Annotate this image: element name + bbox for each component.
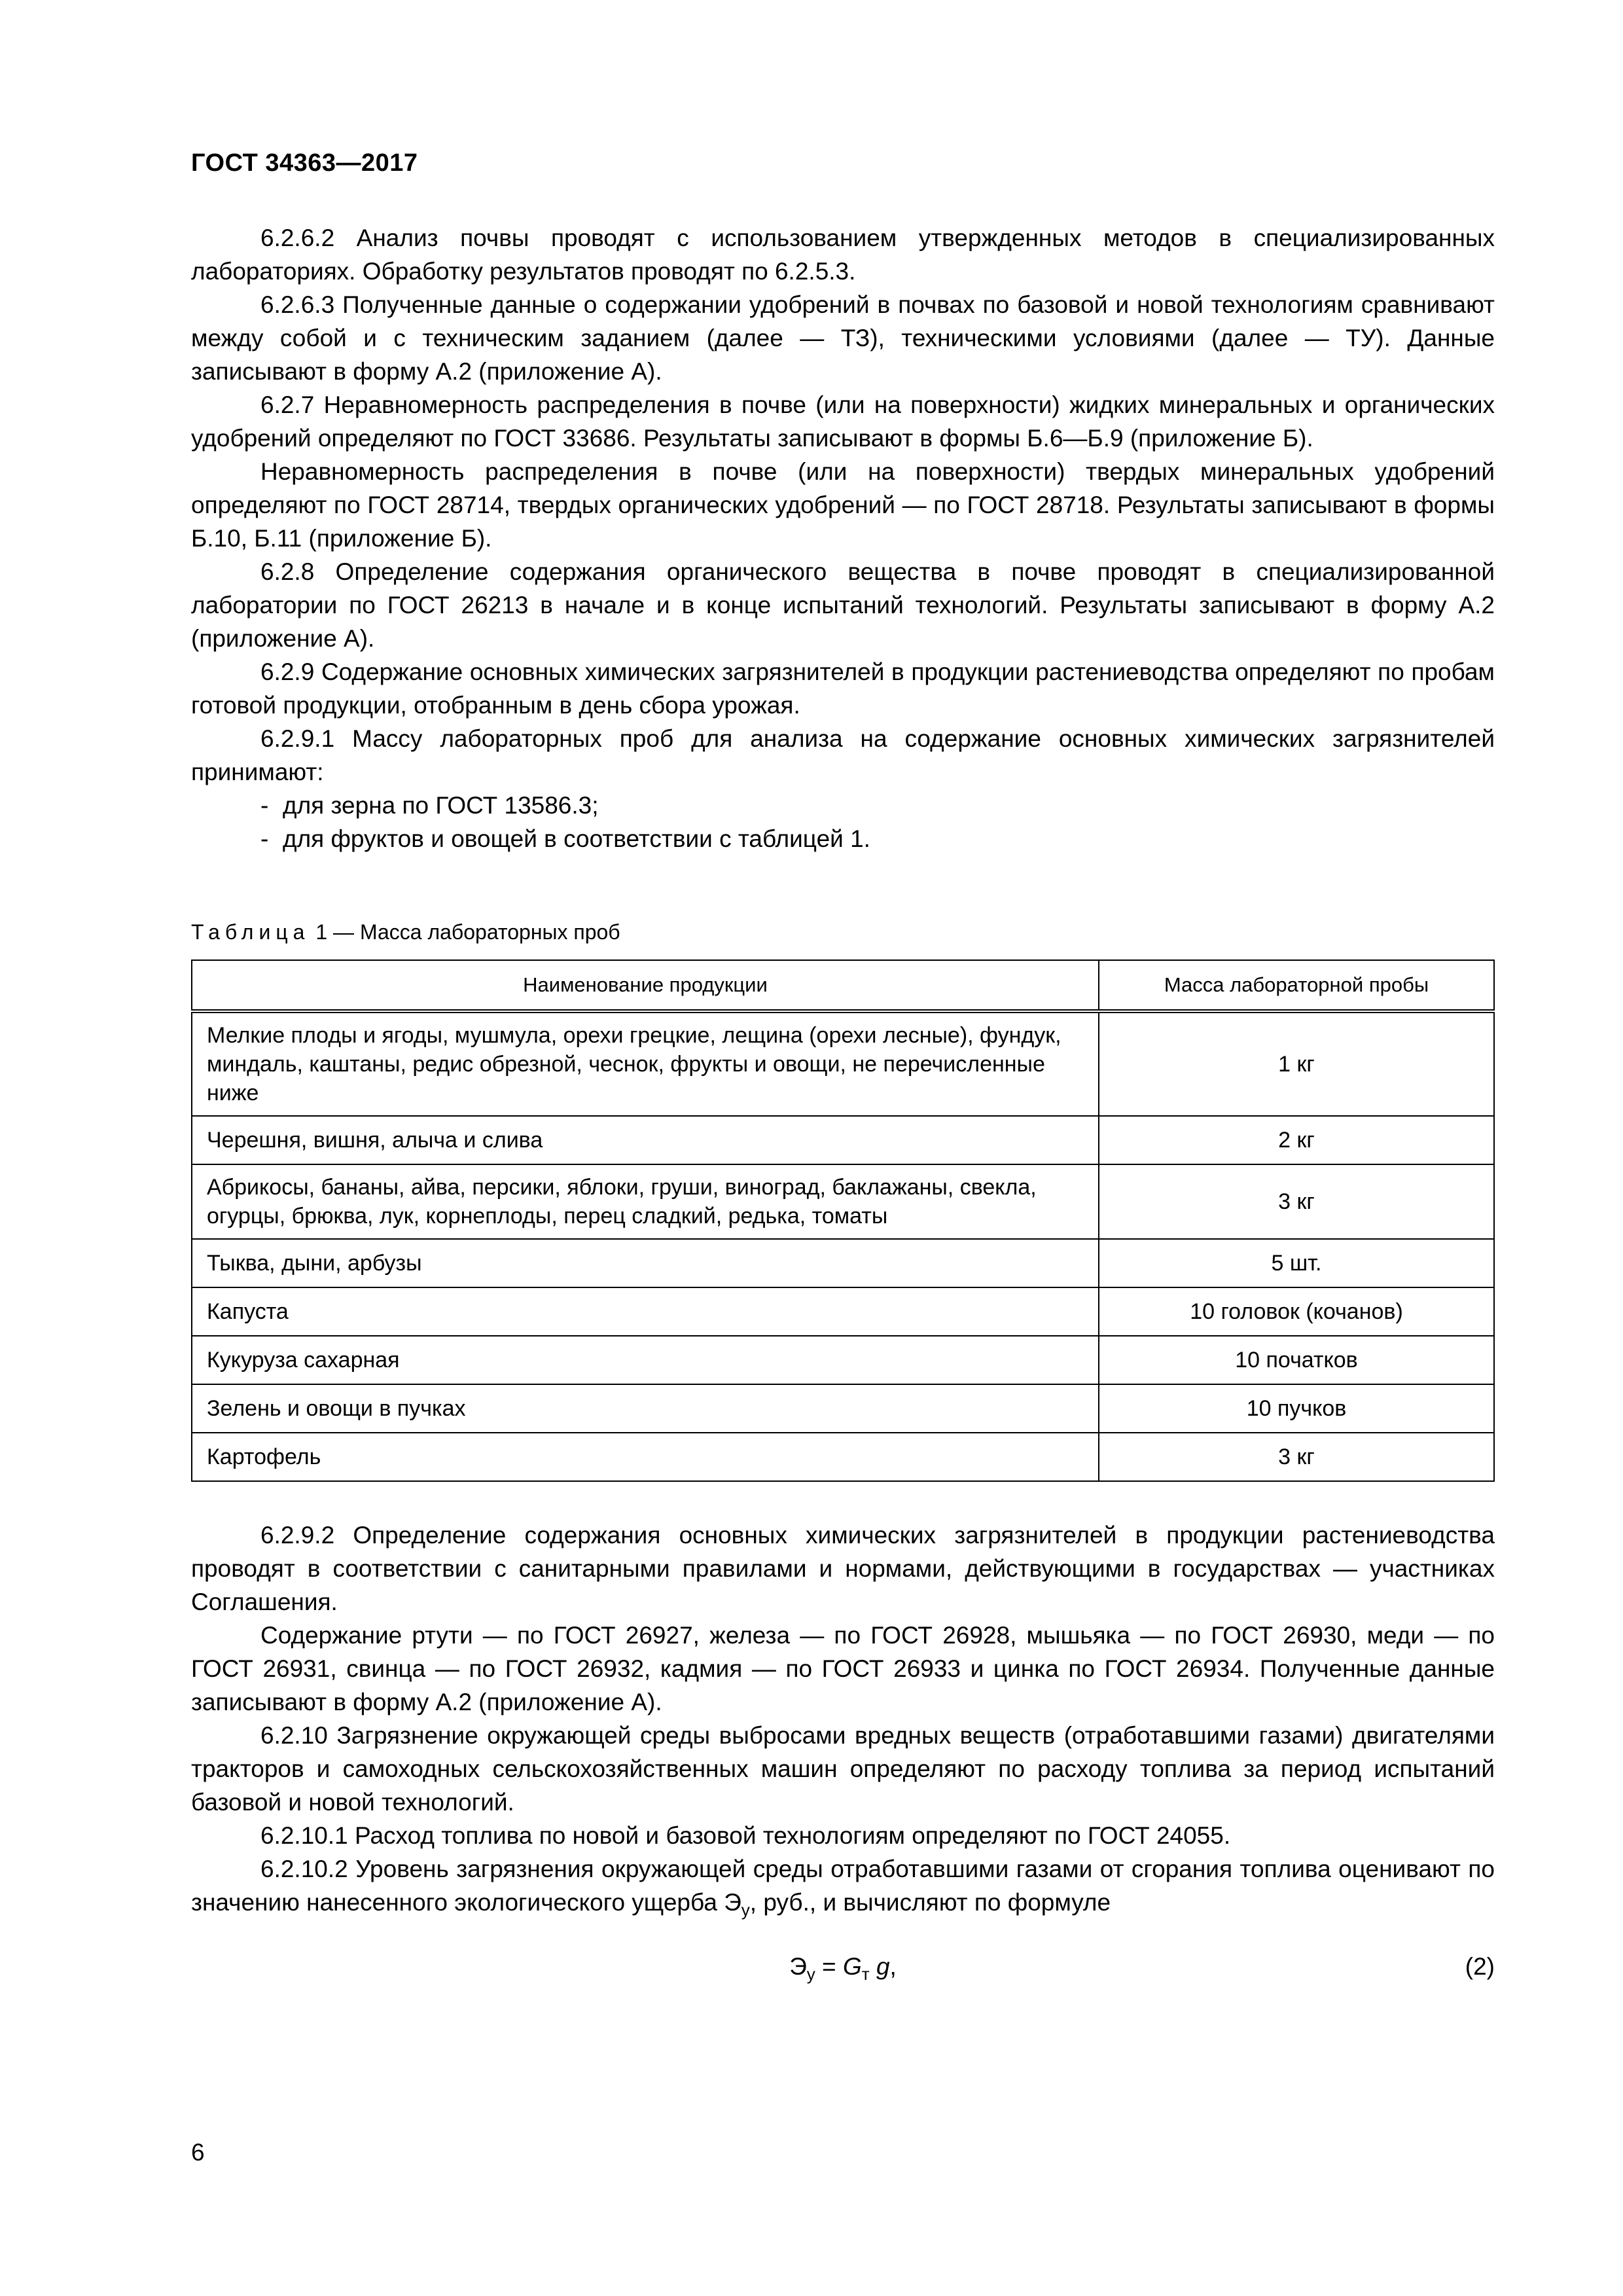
list-dash: - (260, 825, 269, 852)
paragraph-6-2-9-1: 6.2.9.1 Массу лабораторных проб для анализа на содержание основных химических загрязнителей принимают: (191, 725, 1495, 785)
cell-product: Мелкие плоды и ягоды, мушмула, орехи грецкие, лещина (орехи лесные), фундук, миндаль, каштаны, редис обрезной, чеснок, фрукты и овощи, не перечисленные ниже (192, 1011, 1099, 1116)
paragraph-6-2-7: 6.2.7 Неравномерность распределения в почве (или на поверхности) жидких минеральных и органических удобрений определяют по ГОСТ 33686. Результаты записывают в формы Б.6—Б.9 (приложение Б). (191, 391, 1495, 452)
cell-mass: 10 початков (1099, 1336, 1494, 1384)
paragraph-6-2-8: 6.2.8 Определение содержания органического вещества в почве проводят в специализированной лаборатории по ГОСТ 26213 в начале и в конце испытаний технологий. Результаты записывают в форму А.2 (приложение А). (191, 558, 1495, 652)
cell-mass: 5 шт. (1099, 1239, 1494, 1287)
table-row (192, 1116, 1494, 1164)
cell-product: Кукуруза сахарная (192, 1336, 1099, 1384)
paragraph-6-2-10-2 (191, 1852, 1495, 1919)
cell-product: Черешня, вишня, алыча и слива (192, 1116, 1099, 1164)
table-header-row (192, 960, 1494, 1011)
list-item-text: для фруктов и овощей в соответствии с таблицей 1. (283, 825, 870, 852)
document-header: ГОСТ 34363—2017 (191, 149, 418, 177)
formula-fuel-subscript: т (861, 1964, 870, 1984)
page-number: 6 (191, 2139, 205, 2166)
table-row (192, 1384, 1494, 1433)
formula-equals: = (815, 1953, 843, 1980)
table-caption-title: 1 — Масса лабораторных проб (310, 920, 620, 944)
column-header-mass: Масса лабораторной пробы (1099, 960, 1494, 1011)
formula-2 (191, 1953, 1495, 1992)
cell-mass: 3 кг (1099, 1164, 1494, 1239)
paragraph-6-2-9-2: 6.2.9.2 Определение содержания основных химических загрязнителей в продукции растениеводства проводят в соответствии с санитарными правилами и нормами, действующими в государствах — участниках Соглашения. (191, 1522, 1495, 1615)
formula-expression (191, 1953, 1495, 1984)
formula-lhs-subscript: у (806, 1964, 815, 1984)
paragraph-6-2-6-3: 6.2.6.3 Полученные данные о содержании удобрений в почвах по базовой и новой технологиям сравнивают между собой и с техническим заданием (далее — ТЗ), техническими условиями (далее — ТУ). Данные записывают в форму А.2 (приложение А). (191, 291, 1495, 385)
table-row (192, 1164, 1494, 1239)
cell-product: Картофель (192, 1433, 1099, 1481)
list-dash: - (260, 792, 269, 819)
body-top (191, 221, 1495, 855)
paragraph-metals: Содержание ртути — по ГОСТ 26927, железа — по ГОСТ 26928, мышьяка — по ГОСТ 26930, меди — по ГОСТ 26931, свинца — по ГОСТ 26932, кадмия — по ГОСТ 26933 и цинка по ГОСТ 26934. Полученные данные записывают в форму А.2 (приложение А). (191, 1622, 1495, 1715)
cell-product: Капуста (192, 1287, 1099, 1336)
paragraph-6-2-6-2: 6.2.6.2 Анализ почвы проводят с использованием утвержденных методов в специализированных лабораториях. Обработку результатов проводят по 6.2.5.3. (191, 224, 1495, 285)
sample-mass-list (191, 789, 1495, 855)
cell-mass: 2 кг (1099, 1116, 1494, 1164)
damage-symbol: Э (724, 1889, 741, 1916)
table-row (192, 1433, 1494, 1481)
formula-number: (2) (1465, 1953, 1495, 1980)
table-row (192, 1011, 1494, 1116)
cell-mass: 3 кг (1099, 1433, 1494, 1481)
formula-end: , (889, 1953, 897, 1980)
formula-specific-damage: g (876, 1953, 890, 1980)
formula-fuel-consumption: G (842, 1953, 862, 1980)
sample-mass-table (191, 960, 1495, 1482)
table-caption-label: Таблица (191, 920, 310, 944)
paragraph-nonuniformity-solid: Неравномерность распределения в почве (или на поверхности) твердых минеральных удобрений определяют по ГОСТ 28714, твердых органических удобрений — по ГОСТ 28718. Результаты записывают в формы Б.10, Б.11 (приложение Б). (191, 458, 1495, 552)
paragraph-6-2-10-2-text: 6.2.10.2 Уровень загрязнения окружающей среды отработавшими газами от сгорания топлива оценивают по значению нанесенного экологического ущерба (191, 1856, 1495, 1916)
table-row (192, 1239, 1494, 1287)
body-bottom (191, 1518, 1495, 1919)
list-item-text: для зерна по ГОСТ 13586.3; (283, 792, 599, 819)
paragraph-6-2-10-2-tail: , руб., и вычисляют по формуле (749, 1889, 1111, 1916)
list-item (191, 789, 1495, 822)
paragraph-6-2-10: 6.2.10 Загрязнение окружающей среды выбросами вредных веществ (отработавшими газами) двигателями тракторов и самоходных сельскохозяйственных машин определяют по расходу топлива за период испытаний базовой и новой технологий. (191, 1722, 1495, 1816)
column-header-product: Наименование продукции (192, 960, 1099, 1011)
paragraph-6-2-10-1: 6.2.10.1 Расход топлива по новой и базовой технологиям определяют по ГОСТ 24055. (260, 1822, 1231, 1849)
table-caption (191, 918, 620, 946)
damage-symbol-subscript: у (741, 1900, 750, 1920)
list-item (191, 822, 1495, 855)
formula-lhs: Э (789, 1953, 807, 1980)
cell-product: Тыква, дыни, арбузы (192, 1239, 1099, 1287)
cell-mass: 1 кг (1099, 1011, 1494, 1116)
cell-mass: 10 пучков (1099, 1384, 1494, 1433)
cell-product: Абрикосы, бананы, айва, персики, яблоки, груши, виноград, баклажаны, свекла, огурцы, брюква, лук, корнеплоды, перец сладкий, редька, томаты (192, 1164, 1099, 1239)
table-row (192, 1336, 1494, 1384)
table-row (192, 1287, 1494, 1336)
paragraph-6-2-9: 6.2.9 Содержание основных химических загрязнителей в продукции растениеводства определяют по пробам готовой продукции, отобранным в день сбора урожая. (191, 658, 1495, 719)
cell-mass: 10 головок (кочанов) (1099, 1287, 1494, 1336)
cell-product: Зелень и овощи в пучках (192, 1384, 1099, 1433)
